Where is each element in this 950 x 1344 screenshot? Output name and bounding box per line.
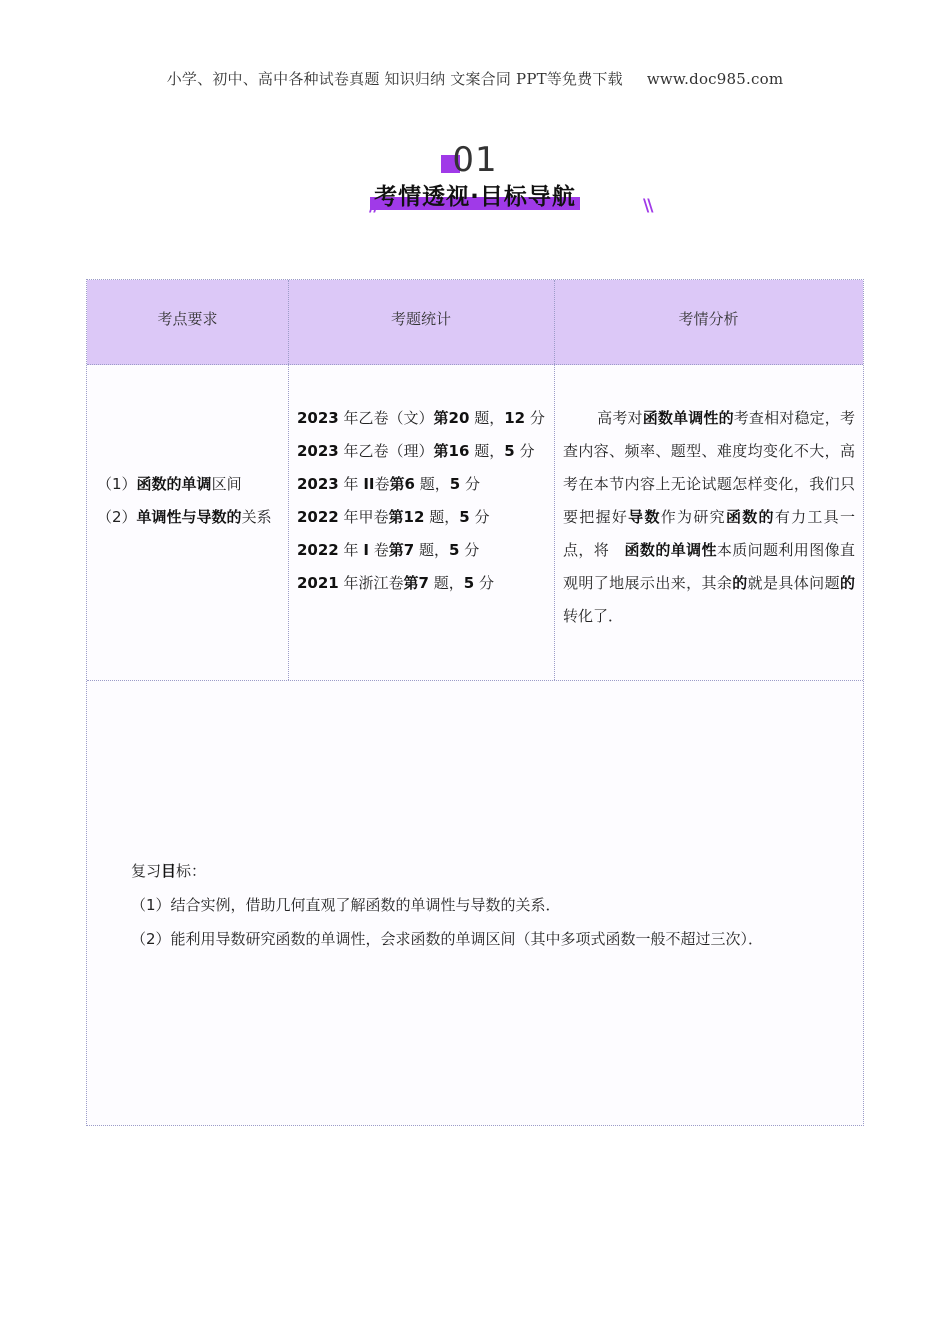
header-requirements: 考点要求: [157, 310, 218, 328]
header-analysis: 考情分析: [678, 310, 739, 328]
requirement-item: [97, 468, 287, 501]
stat-item: 2023 年乙卷（理）第16 题，5 分: [297, 442, 535, 460]
banner-slashes-right: \\: [643, 196, 652, 216]
stat-item: 2023 年 II卷第6 题，5 分: [297, 475, 480, 493]
goals-title: 复习目标：: [131, 862, 207, 880]
requirements-cell: [97, 468, 287, 534]
statistics-cell: [297, 402, 553, 600]
requirement-bold: 单调性与导数的: [136, 508, 242, 526]
section-title: 考情透视·目标导航: [374, 184, 576, 210]
section-banner: [0, 178, 950, 211]
goal-item: （1）结合实例，借助几何直观了解函数的单调性与导数的关系．: [131, 896, 561, 914]
requirement-bold: 函数的单调: [136, 475, 212, 493]
header-site[interactable]: www.doc985.com: [646, 70, 784, 88]
requirement-rest: 关系: [241, 508, 272, 526]
requirement-prefix: （1）: [97, 475, 137, 493]
stat-item: 2021 年浙江卷第7 题，5 分: [297, 574, 495, 592]
column-divider: [288, 280, 289, 680]
requirement-rest: 区间: [211, 475, 242, 493]
requirement-item: [97, 501, 287, 534]
requirement-prefix: （2）: [97, 508, 137, 526]
stat-item: 2022 年甲卷第12 题，5 分: [297, 508, 490, 526]
analysis-cell: 高考对函数单调性的考查相对稳定，考查内容、频率、题型、难度均变化不大，高考在本节内容上无论试题怎样变化，我们只要把握好导数作为研究函数的有力工具一点，将 函数的单调性本质问题利用图像直观明了地展示出来，其余的就是具体问题的转化了．: [563, 409, 855, 625]
review-goals: [131, 854, 851, 956]
header-statistics: 考题统计: [390, 310, 451, 328]
stat-item: 2023 年乙卷（文）第20 题，12 分: [297, 409, 545, 427]
stat-item: 2022 年 I 卷第7 题，5 分: [297, 541, 480, 559]
section-number-block: [0, 140, 950, 180]
row-divider: [87, 680, 863, 681]
exam-analysis-table: [86, 279, 864, 1126]
section-number: 01: [452, 140, 498, 180]
column-divider: [554, 280, 555, 680]
goal-item: （2）能利用导数研究函数的单调性，会求函数的单调区间（其中多项式函数一般不超过三次）．: [131, 930, 764, 948]
page-header: [0, 68, 950, 89]
header-text: 小学、初中、高中各种试卷真题 知识归纳 文案合同 PPT等免费下载: [166, 70, 623, 88]
